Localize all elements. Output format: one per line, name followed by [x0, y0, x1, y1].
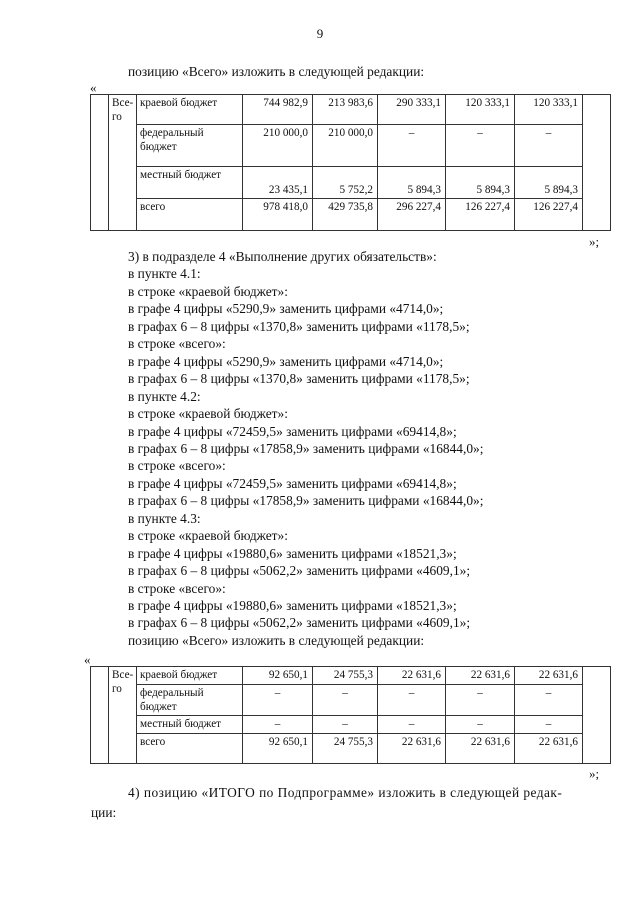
value-cell: 22 631,6 [378, 734, 446, 764]
value-cell: 23 435,1 [243, 167, 313, 199]
text-line: в пункте 4.1: [128, 266, 201, 282]
text-line: в пункте 4.3: [128, 510, 201, 526]
table-row [91, 685, 611, 716]
value-cell: 429 735,8 [313, 199, 378, 231]
page-number: 9 [316, 26, 324, 41]
text-line: в графе 4 цифры «19880,6» заменить цифрами «18521,3»; [128, 598, 457, 613]
row-label: федеральный бюджет [137, 685, 243, 716]
value-cell: 978 418,0 [243, 199, 313, 231]
text-line: в строке «краевой бюджет»: [128, 406, 288, 422]
value-cell: 120 333,1 [515, 95, 583, 125]
item-4-line-1: 4) позицию «ИТОГО по Подпрограмме» изложить в следующей редак- [128, 785, 563, 800]
table-row [91, 125, 611, 167]
value-cell: – [446, 125, 515, 167]
value-cell: 210 000,0 [243, 125, 313, 167]
value-cell: 22 631,6 [446, 667, 515, 685]
row-label: местный бюджет [137, 716, 243, 734]
table-row [91, 95, 611, 125]
value-cell: 290 333,1 [378, 95, 446, 125]
value-cell: – [515, 716, 583, 734]
text-line: в графах 6 – 8 цифры «5062,2» заменить цифрами «4609,1»; [128, 563, 471, 579]
text-line: в графах 6 – 8 цифры «17858,9» заменить цифрами «16844,0»; [128, 493, 484, 509]
budget-table-1 [90, 94, 611, 231]
blank-cell [91, 667, 109, 764]
value-cell: – [313, 716, 378, 734]
blank-cell [583, 667, 611, 764]
value-cell: 22 631,6 [446, 734, 515, 764]
text-line: в графах 6 – 8 цифры «17858,9» заменить цифрами «16844,0»; [128, 440, 484, 456]
value-cell: – [515, 685, 583, 716]
value-cell: 213 983,6 [313, 95, 378, 125]
value-cell: – [378, 685, 446, 716]
budget-table-2 [90, 666, 611, 764]
text-line: в пункте 4.2: [128, 388, 201, 404]
close-quote-2: »; [589, 766, 600, 781]
text-line: в строке «краевой бюджет»: [128, 528, 288, 544]
text-line: в строке «всего»: [128, 580, 226, 596]
value-cell: 5 894,3 [515, 167, 583, 199]
blank-cell [91, 95, 109, 231]
text-line: в графах 6 – 8 цифры «5062,2» заменить цифрами «4609,1»; [128, 615, 471, 631]
row-label: всего [137, 199, 243, 231]
blank-cell [583, 95, 611, 231]
value-cell: 5 894,3 [446, 167, 515, 199]
text-line: в графах 6 – 8 цифры «1370,8» заменить цифрами «1178,5»; [128, 318, 470, 334]
text-line: в графе 4 цифры «5290,9» заменить цифрами «4714,0»; [128, 353, 444, 369]
row-label: краевой бюджет [137, 667, 243, 685]
table-row [91, 716, 611, 734]
value-cell: 22 631,6 [378, 667, 446, 685]
text-line: в графе 4 цифры «5290,9» заменить цифрами «4714,0»; [128, 301, 444, 317]
item-4-line-2: ции: [91, 805, 117, 820]
value-cell: 210 000,0 [313, 125, 378, 167]
row-label: федеральный бюджет [137, 125, 243, 167]
value-cell: – [378, 125, 446, 167]
text-line: позицию «Всего» изложить в следующей редакции: [128, 632, 425, 648]
value-cell: – [446, 685, 515, 716]
value-cell: 296 227,4 [378, 199, 446, 231]
value-cell: – [243, 716, 313, 734]
value-cell: 22 631,6 [515, 734, 583, 764]
open-quote-1: « [90, 80, 97, 95]
table-row [91, 667, 611, 685]
value-cell: 24 755,3 [313, 734, 378, 764]
value-cell: 5 752,2 [313, 167, 378, 199]
value-cell: 22 631,6 [515, 667, 583, 685]
text-line: в строке «краевой бюджет»: [128, 283, 288, 299]
text-line: в строке «всего»: [128, 458, 226, 474]
value-cell: 126 227,4 [446, 199, 515, 231]
close-quote-1: »; [589, 234, 600, 249]
value-cell: – [243, 685, 313, 716]
value-cell: – [446, 716, 515, 734]
intro-line: позицию «Всего» изложить в следующей редакции: [128, 64, 425, 79]
value-cell: – [378, 716, 446, 734]
row-label: всего [137, 734, 243, 764]
text-line: в графах 6 – 8 цифры «1370,8» заменить цифрами «1178,5»; [128, 371, 470, 387]
row-label: краевой бюджет [137, 95, 243, 125]
table-row [91, 199, 611, 231]
vsego-cell: Все- го [109, 95, 137, 231]
text-line: в графе 4 цифры «72459,5» заменить цифрами «69414,8»; [128, 475, 457, 491]
text-line: в графе 4 цифры «72459,5» заменить цифрами «69414,8»; [128, 423, 457, 439]
table-row [91, 734, 611, 764]
value-cell: 744 982,9 [243, 95, 313, 125]
table-row [91, 167, 611, 199]
value-cell: – [515, 125, 583, 167]
value-cell: 92 650,1 [243, 734, 313, 764]
text-line: в графе 4 цифры «19880,6» заменить цифрами «18521,3»; [128, 545, 457, 561]
open-quote-2: « [84, 652, 91, 667]
value-cell: 92 650,1 [243, 667, 313, 685]
row-label: местный бюджет [137, 167, 243, 199]
text-line: в строке «всего»: [128, 336, 226, 352]
value-cell: 24 755,3 [313, 667, 378, 685]
text-line: 3) в подразделе 4 «Выполнение других обязательств»: [128, 249, 437, 264]
vsego-cell: Все- го [109, 667, 137, 764]
value-cell: – [313, 685, 378, 716]
value-cell: 126 227,4 [515, 199, 583, 231]
value-cell: 120 333,1 [446, 95, 515, 125]
value-cell: 5 894,3 [378, 167, 446, 199]
